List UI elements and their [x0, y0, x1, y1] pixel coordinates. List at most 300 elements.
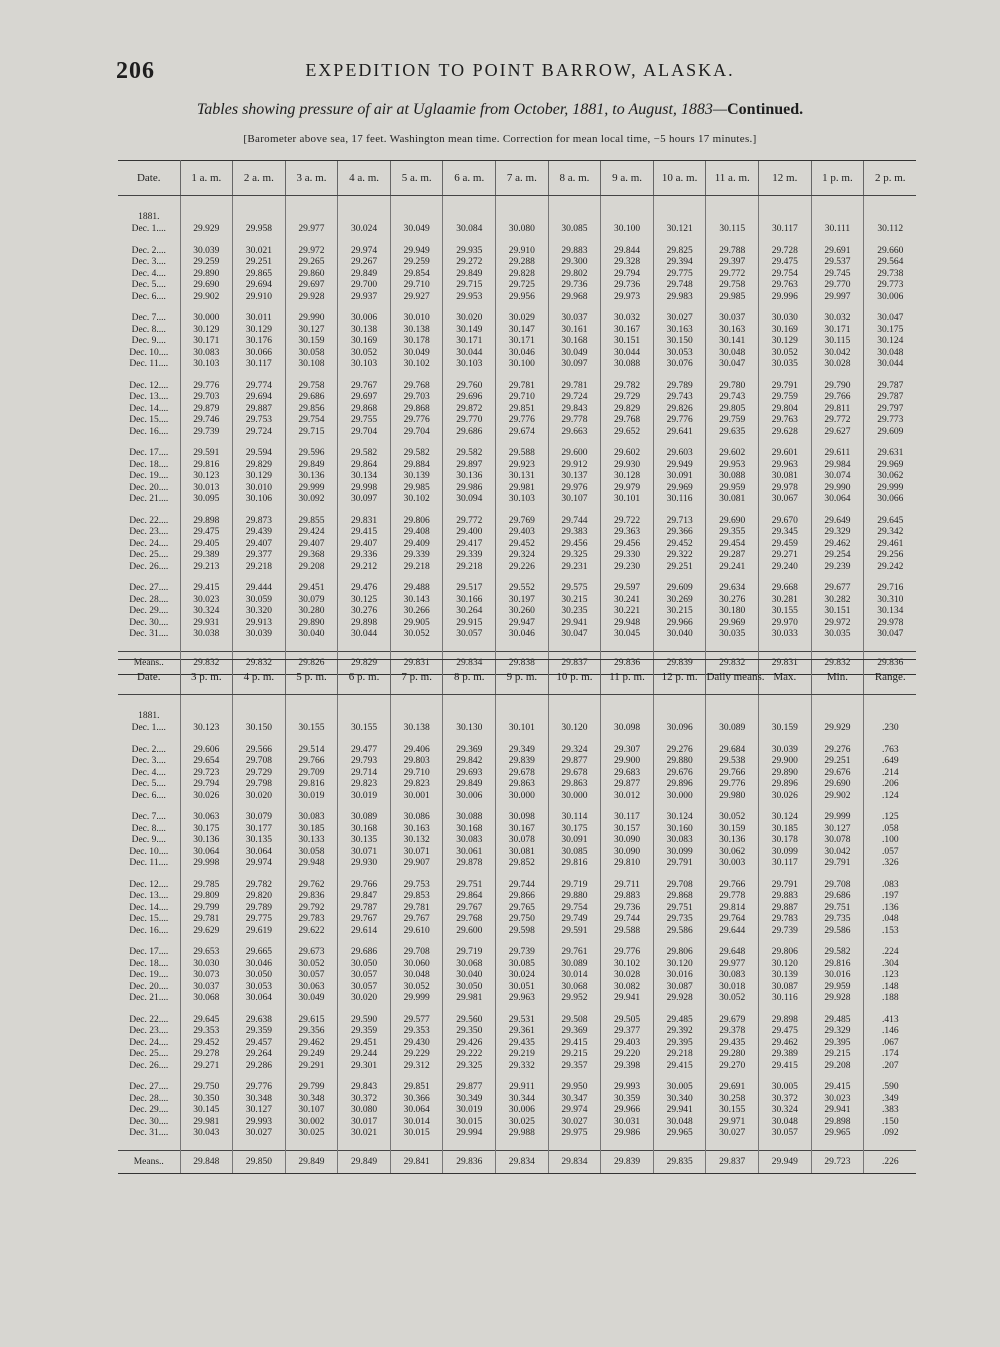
pressure-value: 29.249 — [298, 1049, 325, 1059]
pressure-value: 29.244 — [351, 1049, 378, 1059]
pressure-value: 30.047 — [719, 359, 746, 369]
value-cell — [601, 516, 654, 584]
pressure-value: 30.026 — [193, 790, 220, 801]
pressure-value: 30.059 — [245, 594, 272, 605]
date-label: Dec. 29.... — [129, 606, 169, 616]
pressure-value: 30.123 — [193, 723, 220, 733]
pressure-value: 29.686 — [298, 392, 325, 402]
value-cell — [759, 1015, 812, 1083]
value-cell — [390, 246, 443, 314]
pressure-value: 29.312 — [403, 1060, 430, 1071]
pressure-value: 29.735 — [824, 914, 851, 924]
pressure-value: 29.208 — [298, 561, 325, 572]
date-label: Dec. 7.... — [131, 812, 166, 822]
pressure-value: 29.415 — [351, 527, 378, 537]
mean-value: 29.829 — [338, 651, 391, 674]
pressure-value: 30.039 — [771, 744, 798, 755]
pressure-value: 29.803 — [403, 756, 430, 766]
pressure-value: 29.910 — [245, 291, 272, 302]
pressure-value: 29.631 — [877, 448, 904, 458]
pressure-value: 30.057 — [351, 970, 378, 980]
pressure-value: 29.915 — [456, 617, 483, 628]
pressure-value: 29.488 — [403, 583, 430, 593]
pressure-value: 30.035 — [719, 629, 746, 639]
pressure-value: 29.759 — [719, 415, 746, 425]
pressure-value: 29.956 — [508, 291, 535, 302]
value-cell — [180, 1015, 233, 1083]
pressure-value: 29.900 — [613, 756, 641, 766]
pressure-value: 29.691 — [719, 1082, 746, 1092]
pressure-value: 30.042 — [824, 347, 851, 358]
pressure-value: 29.328 — [613, 257, 641, 267]
pressure-value: 29.789 — [245, 902, 272, 913]
pressure-value: 29.704 — [351, 426, 378, 437]
pressure-value: 29.363 — [613, 527, 641, 537]
pressure-value: 29.629 — [193, 925, 220, 936]
mean-value: 29.836 — [864, 651, 917, 674]
pressure-value: 29.852 — [508, 858, 535, 868]
pressure-value: 29.240 — [771, 561, 798, 572]
pressure-value: 30.163 — [403, 823, 430, 834]
pressure-value: 29.823 — [351, 779, 378, 789]
value-cell — [233, 516, 286, 584]
pressure-value: 29.397 — [719, 257, 746, 267]
pressure-value: .100 — [881, 835, 899, 845]
pressure-value: 29.776 — [666, 415, 693, 425]
pressure-value: 30.115 — [719, 224, 746, 234]
pressure-value: 29.969 — [666, 482, 693, 493]
date-label: Dec. 15.... — [129, 415, 169, 425]
pressure-value: 30.347 — [561, 1093, 588, 1104]
pressure-value: 30.052 — [771, 347, 798, 358]
pressure-value: 29.686 — [824, 891, 851, 901]
pressure-value: 30.083 — [193, 347, 220, 358]
pressure-value: 30.006 — [877, 291, 904, 302]
pressure-value: 30.076 — [666, 359, 693, 369]
value-cell — [864, 745, 917, 813]
pressure-value: 29.329 — [824, 527, 851, 537]
pressure-value: 30.089 — [351, 812, 378, 822]
pressure-value: 29.694 — [245, 280, 272, 290]
value-cell — [390, 812, 443, 880]
value-cell — [390, 313, 443, 381]
value-cell — [496, 313, 549, 381]
mean-value: 29.839 — [653, 651, 706, 674]
date-label: Dec. 7.... — [131, 313, 166, 323]
value-cell — [811, 448, 864, 516]
pressure-value: 30.016 — [824, 970, 851, 980]
pressure-value: 29.928 — [824, 993, 851, 1003]
value-cell — [706, 723, 759, 745]
pressure-value: .136 — [881, 902, 899, 913]
pressure-value: 30.088 — [456, 812, 483, 822]
pressure-value: 29.865 — [245, 268, 272, 279]
pressure-value: 29.322 — [666, 550, 693, 560]
date-label: Dec. 4.... — [131, 767, 166, 778]
value-cell — [811, 880, 864, 948]
pressure-value: 30.117 — [614, 812, 640, 822]
date-label: Dec. 12.... — [129, 380, 169, 391]
value-cell — [811, 583, 864, 651]
pressure-value: 29.403 — [508, 527, 535, 537]
pressure-value: 29.739 — [771, 925, 798, 936]
pressure-value: 29.265 — [298, 257, 325, 267]
pressure-value: 29.823 — [403, 779, 430, 789]
pressure-value: 30.348 — [245, 1093, 272, 1104]
pressure-value: 30.099 — [666, 846, 693, 857]
year-label: 1881. — [138, 212, 160, 222]
pressure-value: 30.000 — [561, 790, 588, 801]
pressure-value: 30.031 — [613, 1116, 641, 1127]
value-cell — [706, 1082, 759, 1150]
pressure-value: 30.016 — [666, 970, 693, 980]
pressure-value: 29.948 — [298, 858, 325, 868]
pressure-value: .092 — [881, 1128, 899, 1138]
pressure-value: 29.872 — [456, 403, 483, 414]
pressure-value: 29.990 — [298, 313, 325, 323]
pressure-value: 29.454 — [719, 538, 746, 549]
pressure-value: 30.039 — [245, 629, 272, 639]
pressure-value: 30.276 — [719, 594, 746, 605]
value-cell — [390, 880, 443, 948]
pressure-value: 29.270 — [719, 1060, 746, 1071]
pressure-value: 29.739 — [193, 426, 220, 437]
pressure-value: 30.083 — [666, 835, 693, 845]
pressure-value: 30.129 — [193, 324, 220, 335]
pressure-value: 29.575 — [561, 583, 588, 593]
value-cell — [390, 448, 443, 516]
pressure-value: 29.724 — [561, 392, 588, 402]
mean-value: 29.848 — [180, 1150, 233, 1173]
pressure-value: 30.068 — [456, 958, 483, 969]
date-group-row — [118, 246, 916, 314]
value-cell — [390, 947, 443, 1015]
pressure-value: 29.950 — [561, 1082, 588, 1092]
pressure-value: 29.552 — [508, 583, 535, 593]
header-row — [118, 660, 916, 695]
pressure-value: 29.842 — [456, 756, 483, 766]
pressure-value: 30.074 — [824, 471, 851, 481]
date-group-row — [118, 880, 916, 948]
pressure-value: 30.048 — [877, 347, 904, 358]
pressure-value: 29.776 — [193, 380, 220, 391]
pressure-value: 30.081 — [719, 494, 746, 504]
pressure-value: 30.088 — [613, 359, 641, 369]
pressure-value: 30.064 — [824, 494, 851, 504]
pressure-value: 29.267 — [351, 257, 378, 267]
value-cell — [601, 812, 654, 880]
pressure-value: 29.879 — [193, 403, 220, 414]
pressure-value: 29.959 — [719, 482, 746, 493]
value-cell — [759, 723, 812, 745]
pressure-value: 29.782 — [245, 879, 272, 890]
pressure-value: 30.037 — [561, 313, 588, 323]
pressure-value: 30.124 — [771, 812, 798, 822]
pressure-value: 29.773 — [877, 415, 904, 425]
pressure-value: 29.748 — [666, 280, 693, 290]
pressure-value: 30.023 — [824, 1093, 851, 1104]
date-label: Dec. 29.... — [129, 1105, 169, 1115]
pressure-value: 29.230 — [613, 561, 641, 572]
value-cell — [233, 583, 286, 651]
date-group-row — [118, 1015, 916, 1083]
pressure-value: 29.776 — [403, 415, 430, 425]
pressure-value: 30.167 — [613, 324, 641, 335]
pressure-value: 29.949 — [403, 245, 430, 256]
date-label: Dec. 14.... — [129, 403, 169, 414]
pressure-value: 30.107 — [298, 1105, 325, 1115]
pressure-value: .230 — [881, 723, 899, 733]
pressure-value: 29.324 — [561, 744, 588, 755]
value-cell — [233, 1082, 286, 1150]
empty-cell — [496, 695, 549, 724]
pressure-value: 30.085 — [508, 958, 535, 969]
value-cell — [811, 516, 864, 584]
pressure-value: .326 — [881, 858, 899, 868]
pressure-value: 29.477 — [351, 744, 378, 755]
pressure-value: 29.715 — [298, 426, 325, 437]
pressure-value: 29.787 — [351, 902, 378, 913]
pressure-value: 29.966 — [613, 1105, 641, 1115]
mean-value: 29.723 — [811, 1150, 864, 1173]
running-title: EXPEDITION TO POINT BARROW, ALASKA. — [305, 60, 735, 80]
pressure-value: 30.028 — [613, 970, 641, 980]
value-cell — [338, 246, 391, 314]
pressure-value: 30.048 — [403, 970, 430, 980]
pressure-value: 30.081 — [508, 846, 535, 857]
pressure-value: 30.090 — [613, 846, 641, 857]
pressure-value: 29.349 — [508, 744, 535, 755]
date-cell — [118, 723, 180, 745]
pressure-value: .124 — [881, 790, 899, 801]
pressure-value: 29.684 — [719, 744, 746, 755]
pressure-value: 30.014 — [403, 1116, 430, 1127]
value-cell — [706, 516, 759, 584]
pressure-value: 29.847 — [351, 891, 378, 901]
pressure-value: 29.797 — [877, 403, 904, 414]
value-cell — [338, 224, 391, 246]
pressure-value: 30.047 — [561, 629, 588, 639]
pressure-value: 29.241 — [719, 561, 746, 572]
pressure-value: 29.898 — [824, 1116, 851, 1127]
pressure-value: 29.923 — [508, 459, 535, 470]
date-label: Dec. 23.... — [129, 1026, 169, 1036]
value-cell — [285, 1015, 338, 1083]
pressure-value: 29.990 — [824, 482, 851, 493]
date-label: Dec. 26.... — [129, 1060, 169, 1071]
pressure-value: 29.485 — [824, 1014, 851, 1025]
pressure-value: 29.377 — [245, 550, 272, 560]
pressure-value: 29.762 — [298, 879, 325, 890]
date-label: Dec. 31.... — [129, 1128, 169, 1138]
pressure-value: 29.878 — [456, 858, 483, 868]
pressure-value: 29.615 — [298, 1014, 325, 1025]
value-cell — [548, 583, 601, 651]
pressure-table-morning — [118, 160, 916, 675]
pressure-value: 29.645 — [877, 515, 904, 526]
column-header: Range. — [864, 660, 917, 695]
pressure-value: 30.136 — [298, 471, 325, 481]
pressure-value: 30.150 — [245, 723, 272, 733]
pressure-value: 29.336 — [351, 550, 378, 560]
pressure-value: 30.177 — [245, 823, 272, 834]
pressure-value: 29.538 — [719, 756, 746, 766]
date-cell — [118, 812, 180, 880]
pressure-value: 30.052 — [403, 629, 430, 639]
pressure-value: 29.307 — [613, 744, 641, 755]
column-header: 4 p. m. — [233, 660, 286, 695]
date-label: Dec. 2.... — [131, 245, 166, 256]
value-cell — [548, 516, 601, 584]
column-header: 12 m. — [759, 161, 812, 196]
pressure-value: 29.828 — [508, 268, 535, 279]
pressure-value: 30.018 — [719, 981, 746, 992]
mean-value: 29.837 — [548, 651, 601, 674]
pressure-value: 30.372 — [771, 1093, 798, 1104]
pressure-value: 30.084 — [456, 224, 483, 234]
pressure-value: 30.078 — [508, 835, 535, 845]
pressure-value: 29.690 — [193, 280, 220, 290]
pressure-value: 30.260 — [508, 606, 535, 616]
pressure-value: 30.168 — [351, 823, 378, 834]
value-cell — [338, 1015, 391, 1083]
pressure-value: 30.057 — [351, 981, 378, 992]
date-group-row — [118, 313, 916, 381]
value-cell — [233, 448, 286, 516]
pressure-value: 29.218 — [403, 561, 430, 572]
pressure-value: 29.984 — [824, 459, 851, 470]
date-label: Dec. 13.... — [129, 891, 169, 901]
year-label: 1881. — [138, 711, 160, 721]
pressure-value: 29.609 — [666, 583, 693, 593]
pressure-value: 29.868 — [403, 403, 430, 414]
pressure-value: 30.044 — [351, 629, 378, 639]
pressure-value: 30.089 — [719, 723, 746, 733]
pressure-value: 30.168 — [561, 336, 588, 346]
date-label: Dec. 28.... — [129, 1093, 169, 1104]
pressure-value: 30.116 — [771, 993, 798, 1003]
value-cell — [390, 1082, 443, 1150]
page-number: 206 — [116, 58, 155, 84]
date-label: Dec. 25.... — [129, 550, 169, 560]
date-group-row — [118, 583, 916, 651]
pressure-value: 29.773 — [877, 280, 904, 290]
pressure-value: 29.415 — [824, 1082, 851, 1092]
pressure-value: 29.582 — [456, 448, 483, 458]
pressure-value: 29.324 — [508, 550, 535, 560]
value-cell — [548, 246, 601, 314]
pressure-value: 30.340 — [666, 1093, 693, 1104]
pressure-value: 30.053 — [245, 981, 272, 992]
pressure-value: 29.998 — [193, 858, 220, 868]
value-cell — [233, 1015, 286, 1083]
pressure-value: 30.310 — [877, 594, 904, 605]
pressure-value: 30.013 — [193, 482, 220, 493]
pressure-value: 29.910 — [508, 245, 535, 256]
pressure-value: 30.106 — [245, 494, 272, 504]
pressure-value: 30.103 — [193, 359, 220, 369]
pressure-value: 29.462 — [824, 538, 851, 549]
pressure-value: 30.066 — [245, 347, 272, 358]
value-cell — [285, 516, 338, 584]
date-label: Dec. 18.... — [129, 459, 169, 470]
date-label: Dec. 6.... — [131, 291, 166, 302]
date-group-row — [118, 516, 916, 584]
value-cell — [864, 381, 917, 449]
pressure-value: 30.167 — [508, 823, 535, 834]
empty-cell — [811, 196, 864, 225]
column-header: 2 p. m. — [864, 161, 917, 196]
pressure-value: 29.843 — [351, 1082, 378, 1092]
pressure-value: 29.849 — [456, 779, 483, 789]
pressure-value: 30.282 — [824, 594, 851, 605]
pressure-value: 30.027 — [561, 1116, 588, 1127]
pressure-value: 30.127 — [824, 823, 851, 834]
pressure-value: 29.783 — [298, 914, 325, 924]
value-cell — [180, 947, 233, 1015]
pressure-value: 30.079 — [245, 812, 272, 822]
pressure-value: 29.736 — [613, 902, 641, 913]
pressure-value: 30.050 — [351, 958, 378, 969]
pressure-value: 30.350 — [193, 1093, 220, 1104]
pressure-value: 29.400 — [456, 527, 483, 537]
value-cell — [706, 880, 759, 948]
pressure-value: 29.644 — [719, 925, 746, 936]
pressure-value: 29.902 — [193, 291, 220, 302]
pressure-value: 30.015 — [403, 1128, 430, 1138]
pressure-value: 29.714 — [351, 767, 378, 778]
value-cell — [601, 1082, 654, 1150]
pressure-value: 29.969 — [877, 459, 904, 470]
value-cell — [811, 812, 864, 880]
pressure-value: 30.083 — [298, 812, 325, 822]
value-cell — [390, 381, 443, 449]
mean-value: 29.841 — [390, 1150, 443, 1173]
pressure-value: 30.038 — [193, 629, 220, 639]
pressure-value: 29.259 — [403, 257, 430, 267]
pressure-value: 30.044 — [877, 359, 904, 369]
pressure-value: 29.791 — [666, 858, 693, 868]
pressure-value: 29.994 — [456, 1128, 483, 1138]
pressure-value: 30.176 — [245, 336, 272, 346]
date-cell — [118, 224, 180, 246]
pressure-value: 30.035 — [771, 359, 798, 369]
pressure-value: 29.395 — [824, 1037, 851, 1048]
pressure-value: 30.019 — [351, 790, 378, 801]
pressure-value: 30.079 — [298, 594, 325, 605]
pressure-value: 29.999 — [877, 482, 904, 493]
value-cell — [601, 381, 654, 449]
value-cell — [233, 246, 286, 314]
pressure-value: 29.728 — [771, 245, 798, 256]
column-header: 3 a. m. — [285, 161, 338, 196]
value-cell — [759, 583, 812, 651]
value-cell — [653, 1082, 706, 1150]
pressure-value: 30.073 — [193, 970, 220, 980]
date-group-row — [118, 381, 916, 449]
pressure-value: 30.082 — [613, 981, 641, 992]
pressure-value: 29.877 — [561, 756, 588, 766]
pressure-value: 30.089 — [561, 958, 588, 969]
pressure-value: 29.366 — [666, 527, 693, 537]
date-label: Dec. 18.... — [129, 958, 169, 969]
pressure-value: 30.171 — [824, 324, 851, 335]
value-cell — [338, 516, 391, 584]
pressure-value: 29.787 — [877, 392, 904, 402]
pressure-value: 30.095 — [193, 494, 220, 504]
pressure-value: 29.614 — [351, 925, 378, 936]
date-label: Dec. 30.... — [129, 1116, 169, 1127]
